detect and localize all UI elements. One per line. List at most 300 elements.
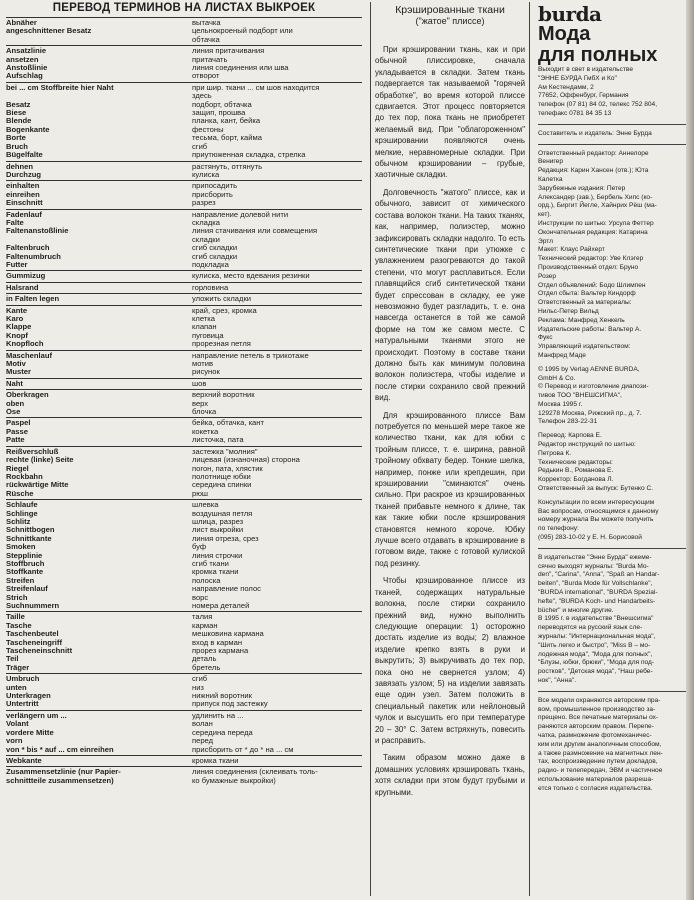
glossary-row [6,272,362,280]
german-term: in Falten legen [6,295,60,304]
german-term: unten [6,683,27,692]
german-term: Taille [6,613,25,622]
divider [538,548,694,549]
russian-translation: сгиб складки [192,252,238,261]
glossary-row [6,360,362,368]
russian-translation: прорезная петля [192,340,251,349]
russian-translation: фестоны [192,125,224,134]
russian-translation: буф [192,543,207,552]
glossary-row [6,340,362,348]
german-term: Motiv [6,360,26,369]
glossary-group [6,766,362,786]
german-term: Naht [6,379,23,388]
german-term: Umbruch [6,675,40,684]
glossary-row [6,408,362,416]
russian-translation: при шир. ткани ... см шов находится [192,83,320,92]
glossary-group [6,282,362,293]
german-term: Knopfloch [6,340,44,349]
german-term: Volant [6,720,29,729]
russian-translation: номера деталей [192,602,250,610]
russian-translation: припуск под застежку [192,700,268,709]
glossary-row [6,227,362,235]
copyright-info [536,366,694,428]
russian-translation: удлинить на ... [192,711,244,720]
russian-translation: верх [192,399,209,408]
staff-line: Фукс [538,334,553,342]
glossary-row [6,473,362,481]
russian-translation: волан [192,720,213,729]
german-term: Maschenlauf [6,351,52,360]
german-term: Schnittbogen [6,526,55,535]
glossary-row [6,307,362,315]
german-term: Stoffbruch [6,559,45,568]
german-term: Bruch [6,142,28,151]
publisher-info [536,66,694,119]
glossary-row [6,639,362,647]
staff-line: Калетка [538,175,563,183]
russian-translation: растянуть, оттянуть [192,162,263,171]
russian-translation: сгиб ткани [192,559,229,568]
german-term: Klappe [6,323,32,332]
russian-translation: кромка ткани [192,568,239,577]
glossary-row [6,171,362,179]
german-term: Faltenbruch [6,244,50,253]
glossary-row [6,568,362,576]
german-term: Bogenkante [6,125,50,134]
german-term: Einschnitt [6,199,43,208]
publisher-line: Ам Кестендамм, 2 [538,83,594,91]
staff-line: Производственный отдел: Бруно [538,263,639,271]
glossary-group [6,82,362,161]
glossary-row [6,27,362,35]
glossary-row [6,602,362,610]
glossary-row [6,664,362,672]
russian-translation: уложить складки [192,295,252,304]
russian-translation: линия строчки [192,551,243,560]
staff-line: Отдел сбыта: Вальтер Киндорф [538,290,636,298]
german-term: einhalten [6,182,40,191]
russian-translation: прорез кармана [192,647,249,656]
translation-credits [536,432,694,494]
journals-line: журналы: "Интернациональная мода", [538,633,656,641]
glossary-row [6,552,362,560]
staff-line: Управляющий издательством: [538,343,631,351]
journals-line: hefte", "BURDA Koch- und Handarbeits- [538,597,656,605]
rights-line: ется только с согласия издательства. [538,784,653,792]
german-term: Strich [6,593,28,602]
russian-translation: горловина [192,283,229,292]
glossary-row [6,126,362,134]
glossary-row [6,284,362,292]
journals-line: ростков", "Детская мода", "Наш ребе- [538,668,653,676]
consultation-line: по телефону: [538,525,579,533]
staff-line: Инструкции по шитью: Урсула Феттер [538,219,654,227]
glossary-row [6,746,362,754]
russian-translation: сгиб складки [192,244,238,253]
staff-line: Александер (зав.), Бербель Хипс (ко- [538,193,653,201]
german-term: Futter [6,260,28,269]
glossary-row [6,490,362,498]
german-term: Kante [6,306,28,315]
divider [538,144,694,145]
russian-translation: шлевка [192,501,219,510]
rights-line: ким или другим аналогичным способом, [538,740,662,748]
glossary-row [6,19,362,27]
article-paragraph: Долговечность "жатого" плиссе, как и обычного, зависит от химического состава волокон ткани. На таких тканях, как, например, полиэстер, можно зафиксировать складки надолго. То есть синтетические ткани при утюжке с увлажнением разогреваются до такой степени, что могут расплавиться. Если плавящийся сгиб синтетической ткани будет спрессован в складку, ее уже невозможно будет разгладить, т. е. она навсегда останется в той же самой форме на том же самом месте. С натуральными тканями этого не происходит. Поэтому в составе ткани должно быть как минимум половина волокон полиэстера, чтобы изделие и после стирки сохранило свой прежний вид. [375,187,525,403]
german-term: Faltenanstoßlinie [6,227,69,236]
german-term: Stoffkante [6,568,44,577]
glossary-group [6,270,362,281]
glossary-row [6,535,362,543]
german-term: schnittteile zusammensetzen) [6,776,114,785]
russian-translation: полотнище юбки [192,472,251,481]
russian-translation: нижний воротник [192,692,252,701]
glossary-row [6,400,362,408]
glossary-row [6,261,362,269]
glossary-row [6,236,362,244]
rights-notice [536,697,694,794]
russian-translation: кромка ткани [192,756,239,765]
glossary-row [6,143,362,151]
german-term: Tascheneinschnitt [6,647,73,656]
glossary-row [6,295,362,303]
russian-translation: подкладка [192,260,229,269]
glossary-row [6,428,362,436]
german-term: verlängern um ... [6,711,67,720]
staff-line: Розер [538,272,556,280]
russian-translation: мотив [192,360,214,369]
russian-translation: линия соединения или шва [192,64,289,73]
copyright-line: © 1995 by Verlag AENNE BURDA, [538,365,640,373]
glossary-row [6,101,362,109]
article-title: Крэшированные ткани [395,4,505,16]
glossary-row [6,501,362,509]
russian-translation: деталь [192,655,217,664]
german-term [6,236,192,244]
russian-translation: отворот [192,72,220,81]
glossary-group [6,350,362,378]
translation-line: Петрова К. [538,449,572,457]
glossary-group [6,673,362,710]
russian-translation: тесьма, борт, каймa [192,134,262,143]
glossary-title: ПЕРЕВОД ТЕРМИНОВ НА ЛИСТАХ ВЫКРОЕК [52,2,316,14]
divider [538,124,694,125]
glossary-row [6,700,362,708]
rights-line: Все модели охраняются авторским пра- [538,696,661,704]
glossary-row [6,352,362,360]
german-term: Rüsche [6,489,34,498]
copyright-line: 129278 Москва, Рижский пр., д. 7. [538,409,642,417]
glossary-row [6,768,362,776]
glossary-row [6,729,362,737]
staff-line: Венигер [538,158,563,166]
german-term: Tasche [6,621,32,630]
german-term: Streifenlauf [6,585,48,594]
glossary-row [6,720,362,728]
german-term: angeschnittener Besatz [6,27,92,36]
rights-line: тах, воспроизведение путем докладов, [538,758,658,766]
glossary-row [6,244,362,252]
russian-translation: подборт, обтачка [192,100,252,109]
glossary-row [6,191,362,199]
german-term: Paspel [6,419,31,428]
russian-translation: перед [192,737,214,746]
article-paragraph: Чтобы крэшированное плиссе из тканей, содержащих натуральные волокна, после стирки сохранило прежний вид, нужно выполнить следующие операции: 1) осторожно достать изделие из воды; 2) влажное изделие крепко взять в руки и выкрутить; 3) выкручивать до тех пор, пока оно не свернется узлом; 4) завязать узлом; 5) на изделии завязать еще один узел. Затем положить в специальный пакетик или нейлоновый чулок и высушить его при температуре 20 – 30° С. Затем встряхнуть, повесить и расправить. [375,576,525,745]
glossary-row [6,655,362,663]
german-term: ansetzen [6,55,39,64]
glossary-row [6,684,362,692]
glossary-group [6,293,362,304]
german-term: Karo [6,315,24,323]
german-term: Schlinge [6,509,38,518]
staff-line: Редакция: Карин Хансен (отв.); Юта [538,167,649,175]
rights-line: чатка, размножение фотомеханичес- [538,731,652,739]
glossary-group [6,305,362,350]
glossary-row [6,737,362,745]
german-term: Unterkragen [6,692,51,701]
russian-translation: разрез [192,199,216,208]
rights-line: вом, промышленное производство за- [538,705,656,713]
glossary-row [6,577,362,585]
glossary-row [6,448,362,456]
rights-line: прещено. Все печатные материалы ох- [538,714,659,722]
german-term: Stepplinie [6,551,43,560]
russian-translation: складка [192,218,221,227]
german-term: Tascheneingriff [6,638,62,647]
journals-line: В 1995 г. в издательстве "Внешсигма" [538,615,654,623]
journals-line: нок", "Анна". [538,677,577,684]
german-term: dehnen [6,162,34,171]
german-term: Gummizug [6,272,46,281]
russian-translation: направление долевой нити [192,210,289,219]
russian-translation: клетка [192,315,216,323]
glossary-row [6,134,362,142]
german-term: Riegel [6,464,29,473]
russian-translation: пуговица [192,331,224,340]
german-term: Passe [6,427,28,436]
german-term [6,36,192,44]
glossary-group [6,417,362,445]
staff-line: Отдел объявлений: Бодо Шлимпен [538,281,646,289]
russian-translation: притачать [192,55,228,64]
staff-line: Манфред Маде [538,351,586,359]
german-term: Schlitz [6,517,31,526]
staff-line: Ответственный редактор: Аннелоре [538,149,649,157]
glossary-row [6,315,362,323]
magazine-title-line1: Мода [538,23,591,45]
glossary-row [6,436,362,444]
german-term: Reißverschluß [6,447,59,456]
german-term: Besatz [6,100,31,109]
journals-line: "Шить легко и быстро", "Miss B – мо- [538,641,651,649]
glossary-row [6,675,362,683]
russian-translation: обтачка [192,35,220,44]
german-term: Untertritt [6,700,39,709]
german-term: Webkante [6,756,42,765]
consultation-line: Консультации по всем интересующим [538,498,655,506]
russian-translation: линия отреза, срез [192,534,259,543]
german-term: Schlaufe [6,501,38,510]
russian-translation: клапан [192,323,217,332]
glossary-row [6,585,362,593]
glossary-row [6,391,362,399]
russian-translation: талия [192,613,213,622]
glossary-row [6,211,362,219]
translation-line: Технические редакторы: [538,458,613,466]
russian-translation: карман [192,621,218,630]
rights-line: раняются авторским правом. Перепе- [538,723,654,731]
glossary-group [6,499,362,611]
journals-line: сячно выходят журналы: "Burda Mo- [538,562,649,570]
journals-line: В издательстве "Энне Бурда" ежеме- [538,553,652,561]
glossary-row [6,323,362,331]
staff-line: орд.), Биргит Йегле, Хайнрих Рёш (ма- [538,202,657,210]
translation-line: Редькин В., Романова Е. [538,467,614,475]
russian-translation: шлица, разрез [192,517,244,526]
russian-translation: рисунок [192,368,220,377]
glossary-row [6,332,362,340]
journals-line: den", "Carina", "Anna", "Spaß an Handar- [538,571,660,579]
russian-translation: планка, кант, бейка [192,117,261,126]
german-term: Streifen [6,576,35,585]
consultation-line: Вас вопросам, относящимся к данному [538,507,659,515]
copyright-line: © Перевод и изготовление диапози- [538,383,649,391]
founder-line: Составитель и издатель: Энне Бурда [538,129,652,137]
german-term: Oberkragen [6,391,49,400]
publisher-line: "ЭННЕ БУРДА ГмбХ и Ко" [538,74,617,82]
russian-translation: блочка [192,408,217,417]
russian-translation: вытачка [192,19,221,27]
staff-line: Окончательная редакция: Катарина [538,228,648,236]
russian-translation: вход в карман [192,638,243,647]
glossary-group [6,378,362,389]
russian-translation: застежка "молния" [192,447,258,456]
german-term: Muster [6,368,31,377]
glossary-row [6,199,362,207]
glossary-row [6,36,362,44]
glossary-row [6,219,362,227]
glossary-row [6,465,362,473]
russian-translation: рюш [192,489,209,498]
russian-translation: приутюженная складка, стрелка [192,151,306,160]
german-term: einreihen [6,190,40,199]
russian-translation: полоска [192,576,221,585]
consultation-info [536,499,694,543]
german-term: Suchnummern [6,602,60,610]
german-term: Knopf [6,331,28,340]
glossary-group [6,45,362,82]
russian-translation: направление полос [192,585,261,594]
staff-line: Макет: Клаус Райхерт [538,246,605,254]
russian-translation: присборить [192,190,233,199]
rights-line: а также размножение на магнитных лен- [538,749,663,757]
russian-translation: бретель [192,663,221,672]
russian-translation: сгиб [192,142,208,151]
german-term: Taschenbeutel [6,630,59,639]
russian-translation: верхний воротник [192,391,255,400]
russian-translation: здесь [192,92,212,101]
glossary-group [6,389,362,417]
glossary-row [6,518,362,526]
german-term: Ansatzlinie [6,47,47,56]
article-paragraph: Таким образом можно даже в домашних условиях крэшировать ткань, хотя складки при этом будут грубыми и крупными. [375,753,525,797]
rights-line: радио- и телепередач, ЭВМ и частичное [538,767,663,775]
translation-line: Корректор: Богданова Л. [538,476,614,484]
translation-line: Редактор инструкций по шитью: [538,441,636,449]
glossary-row [6,419,362,427]
russian-translation: низ [192,683,204,692]
german-term: Biese [6,109,27,118]
journals-line: переводятся на русский язык сле- [538,624,643,632]
glossary-row [6,630,362,638]
consultation-line: (095) 283-10-02 у Е. Н. Борисовой [538,534,642,542]
staff-line: Зарубежные издания: Петер [538,184,626,192]
russian-translation: линия стачивания или совмещения [192,227,318,236]
glossary-row [6,84,362,92]
glossary-row [6,481,362,489]
copyright-line: Телефон 283-22-31 [538,418,598,426]
german-term: Durchzug [6,170,42,179]
german-term: Träger [6,663,30,672]
russian-translation: листочка, пата [192,436,244,445]
glossary-row [6,456,362,464]
staff-list [536,150,694,361]
glossary-row [6,109,362,117]
german-term: rechte (linke) Seite [6,456,74,465]
glossary-column [6,2,362,896]
russian-translation: воздушная петля [192,509,253,518]
glossary-group [6,446,362,499]
russian-translation: середина переда [192,728,253,737]
russian-translation: шов [192,379,207,388]
publisher-line: Выходит в свет в издательстве [538,66,633,73]
german-term: Abnäher [6,19,37,27]
russian-translation: середина спинки [192,481,252,490]
glossary-row [6,510,362,518]
staff-line: Ответственный за материалы: [538,299,632,307]
staff-line: Нильс-Петер Вильд [538,307,599,315]
german-term: von * bis * auf ... cm einreihen [6,745,114,754]
german-term: vorn [6,737,23,746]
german-term: Schnittkante [6,534,52,543]
copyright-line: тивов ТОО "ВНЕШСИГМА", [538,392,622,400]
magazine-title-line2: для полных [538,44,658,66]
german-term: oben [6,399,25,408]
glossary-group [6,209,362,271]
article-paragraph: При крэшировании ткань, как и при обычной плиссировке, сначала укладывается в складки. Затем ткань подвергается так называемой "горячей обработке", во время которой плиссе сдвигается. Этот процесс повторяется до тех пор, пока ткань не приобретет желаемый вид. При "облагороженном" крэшировании появляются очень мелкие, неравномерные складки. При обычном крэшировании – грубые, хаотичные складки. [375,45,525,180]
german-term: Bügelfalte [6,151,43,160]
rights-line: использование материалов разреша- [538,775,654,783]
page-edge [686,0,694,900]
glossary-row [6,117,362,125]
russian-translation: кулиска [192,170,220,179]
german-term: Borte [6,134,26,143]
german-term: vordere Mitte [6,728,54,737]
staff-line: Издательские работы: Вальтер А. [538,325,642,333]
staff-line: Реклама: Манфред Хенкель [538,316,625,324]
glossary-group [6,755,362,766]
german-term: Zusammensetzlinie (nur Papier- [6,768,121,777]
german-term: rückwärtige Mitte [6,481,69,490]
glossary-row [6,594,362,602]
glossary-group [6,180,362,208]
glossary-row [6,368,362,376]
german-term: Patte [6,436,25,445]
glossary-row [6,380,362,388]
glossary-group [6,611,362,673]
copyright-line: GmbH & Co. [538,374,576,382]
journals-line: beiten", "Burda Mode für Vollschlanke", [538,580,653,588]
